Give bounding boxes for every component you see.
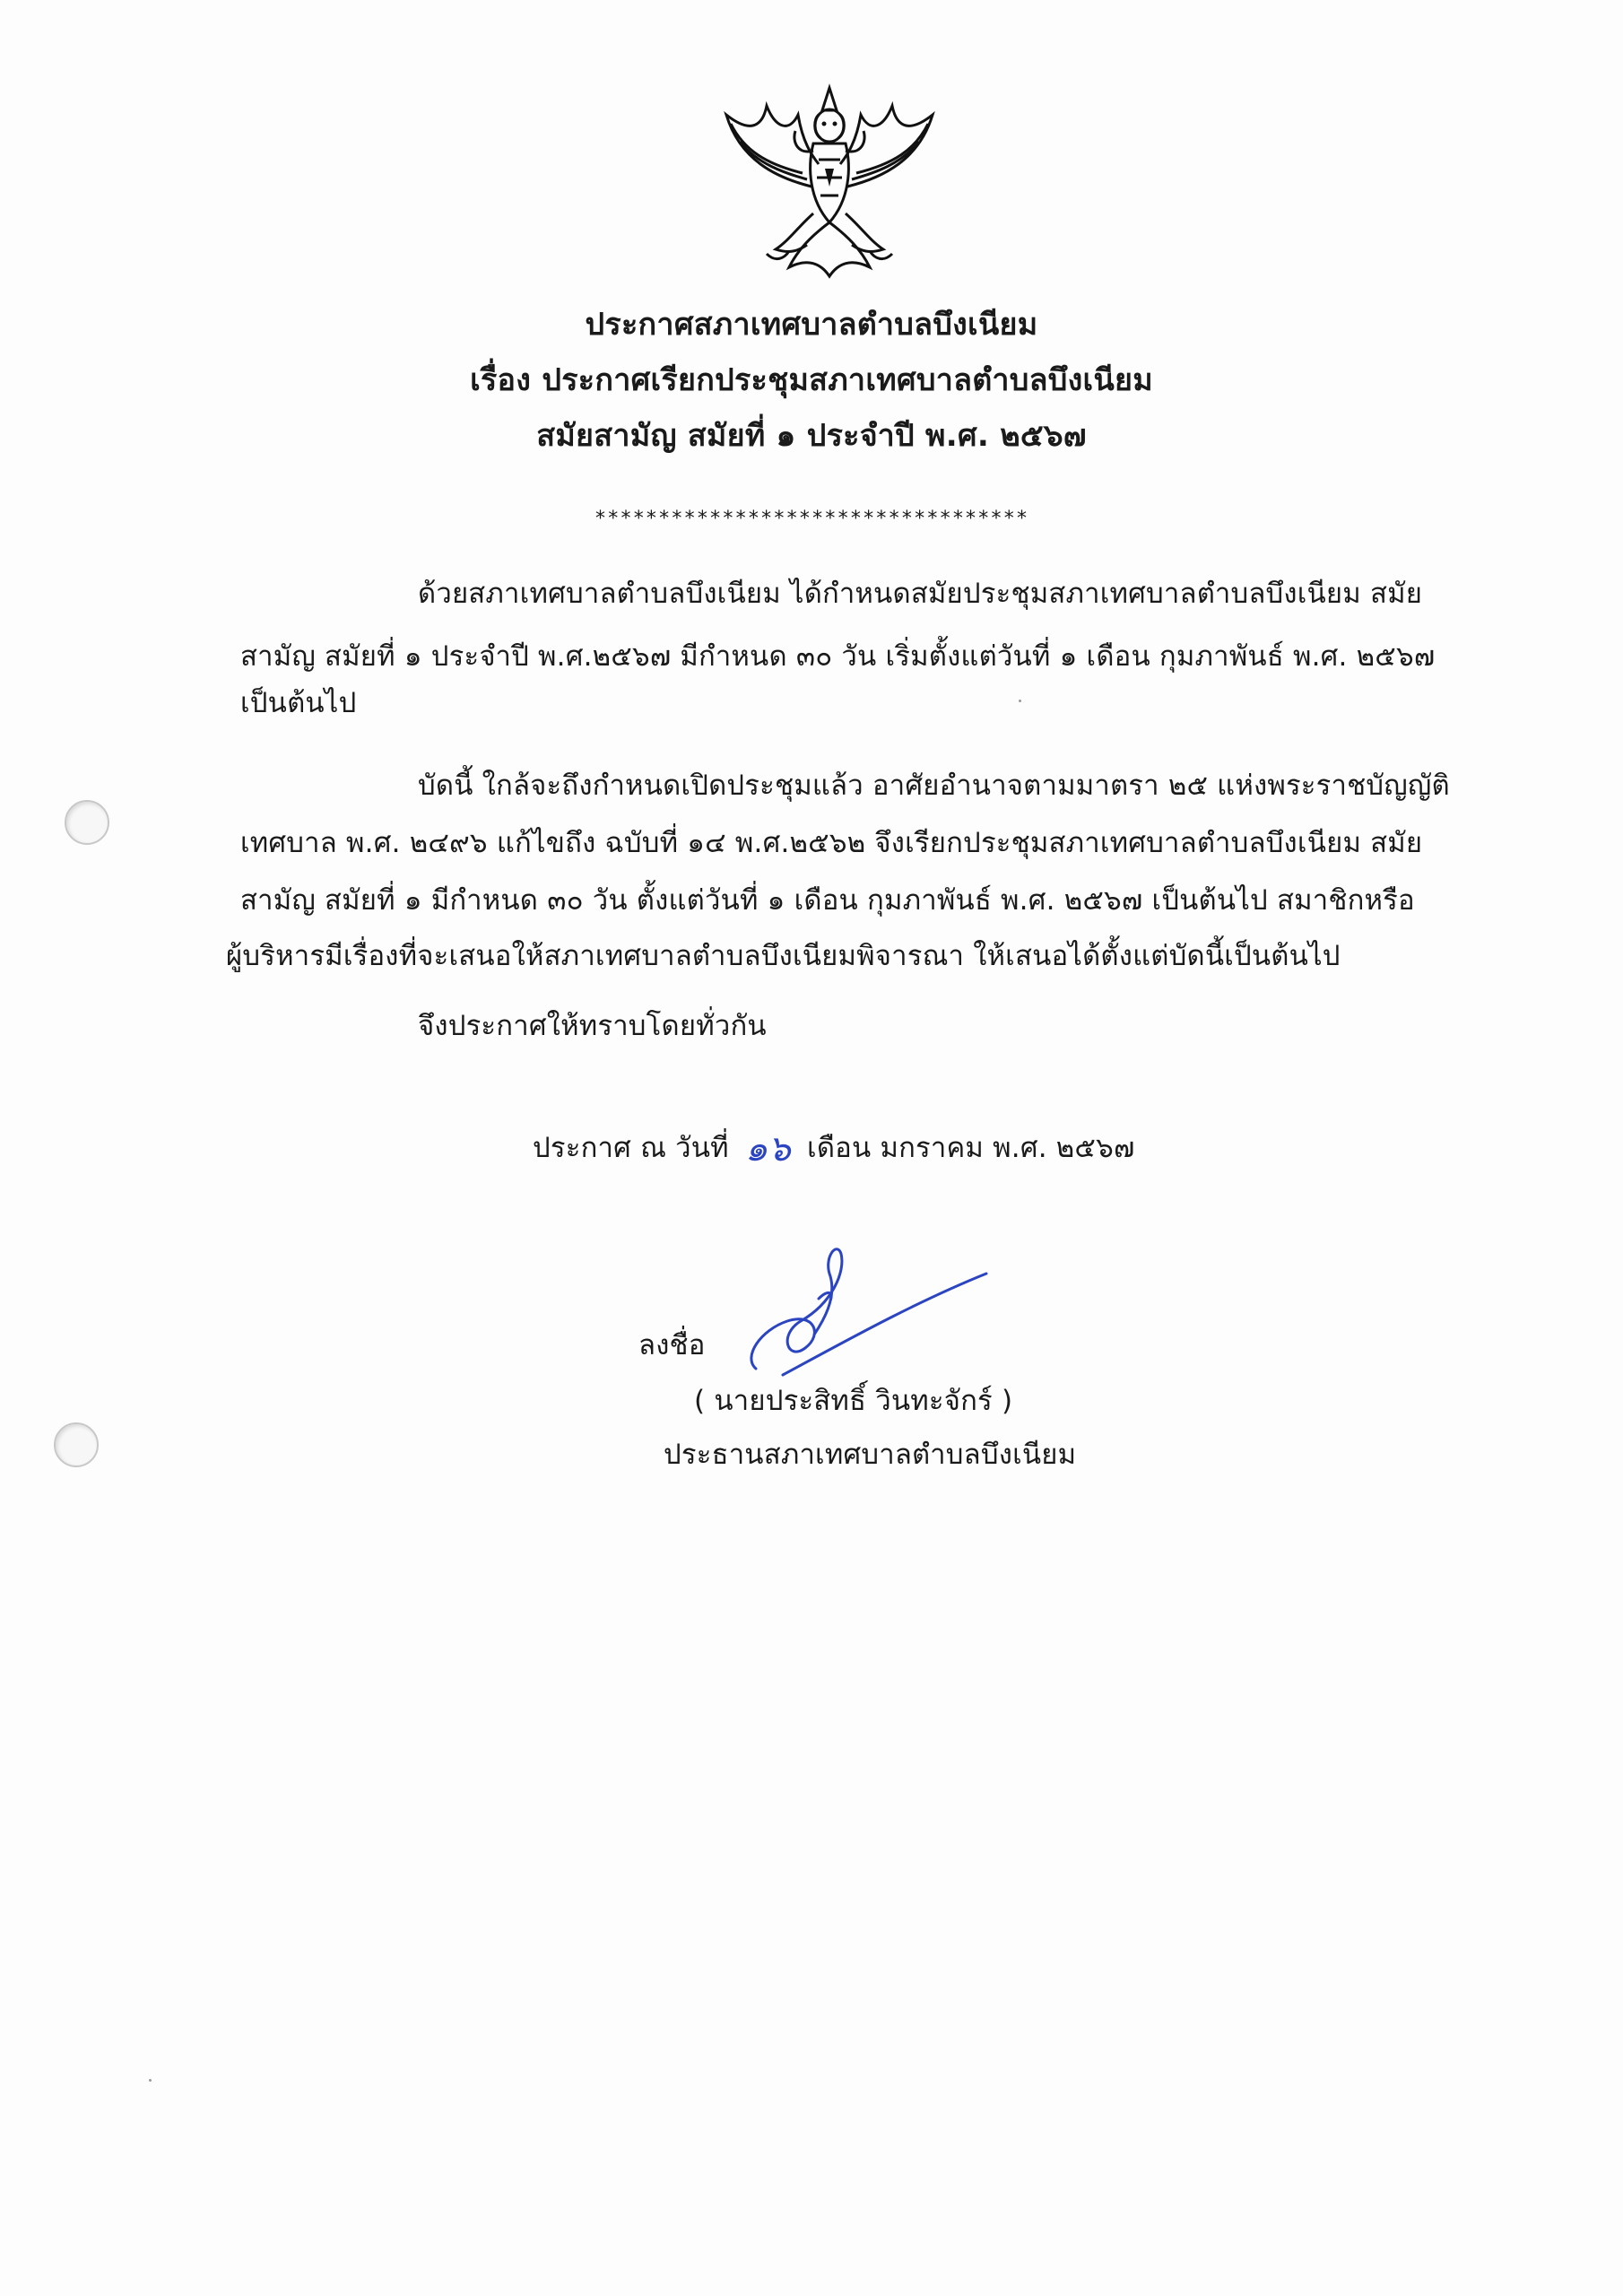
announcement-subject: เรื่อง ประกาศเรียกประชุมสภาเทศบาลตำบลบึงเนียม (470, 362, 1153, 398)
announcement-title: ประกาศสภาเทศบาลตำบลบึงเนียม (585, 307, 1038, 343)
sign-label: ลงชื่อ (638, 1329, 706, 1361)
punch-hole-bottom (54, 1422, 99, 1467)
paragraph-1-line-2: สามัญ สมัยที่ ๑ ประจำปี พ.ศ.๒๕๖๗ มีกำหนด ๓๐ วัน เริ่มตั้งแต่วันที่ ๑ เดือน กุมภาพันธ์ พ.ศ. ๒๕๖๗ (240, 640, 1436, 673)
scan-speck (149, 2079, 152, 2082)
garuda-emblem-icon (713, 79, 946, 285)
signer-position: ประธานสภาเทศบาลตำบลบึงเนียม (664, 1439, 1077, 1471)
date-line (533, 1116, 1135, 1173)
date-prefix: ประกาศ ณ วันที่ (533, 1132, 729, 1164)
separator-line: ********************************** (594, 508, 1029, 530)
handwritten-day: ๑๖ (744, 1128, 791, 1170)
punch-hole-top (65, 800, 109, 845)
scan-speck (1019, 700, 1021, 702)
announcement-session: สมัยสามัญ สมัยที่ ๑ ประจำปี พ.ศ. ๒๕๖๗ (536, 418, 1087, 454)
paragraph-2-line-3: สามัญ สมัยที่ ๑ มีกำหนด ๓๐ วัน ตั้งแต่วันที่ ๑ เดือน กุมภาพันธ์ พ.ศ. ๒๕๖๗ เป็นต้นไป สมาชิกหรือ (240, 884, 1415, 917)
paragraph-1-line-3: เป็นต้นไป (240, 687, 357, 719)
date-suffix: เดือน มกราคม พ.ศ. ๒๕๖๗ (807, 1132, 1135, 1164)
paragraph-2-line-4: ผู้บริหารมีเรื่องที่จะเสนอให้สภาเทศบาลตำบลบึงเนียมพิจารณา ให้เสนอได้ตั้งแต่บัดนี้เป็นต้นไป (226, 940, 1341, 972)
paragraph-2-line-1: บัดนี้ ใกล้จะถึงกำหนดเปิดประชุมแล้ว อาศัยอำนาจตามมาตรา ๒๕ แห่งพระราชบัญญัติ (418, 770, 1450, 802)
signature-mark (733, 1236, 1002, 1388)
paragraph-1-line-1: ด้วยสภาเทศบาลตำบลบึงเนียม ได้กำหนดสมัยประชุมสภาเทศบาลตำบลบึงเนียม สมัย (418, 578, 1423, 610)
closing-statement: จึงประกาศให้ทราบโดยทั่วกัน (418, 1010, 767, 1042)
paragraph-2-line-2: เทศบาล พ.ศ. ๒๔๙๖ แก้ไขถึง ฉบับที่ ๑๔ พ.ศ.๒๕๖๒ จึงเรียกประชุมสภาเทศบาลตำบลบึงเนียม สมัย (240, 827, 1423, 859)
signer-name: ( นายประสิทธิ์ วินทะจักร์ ) (694, 1385, 1013, 1417)
